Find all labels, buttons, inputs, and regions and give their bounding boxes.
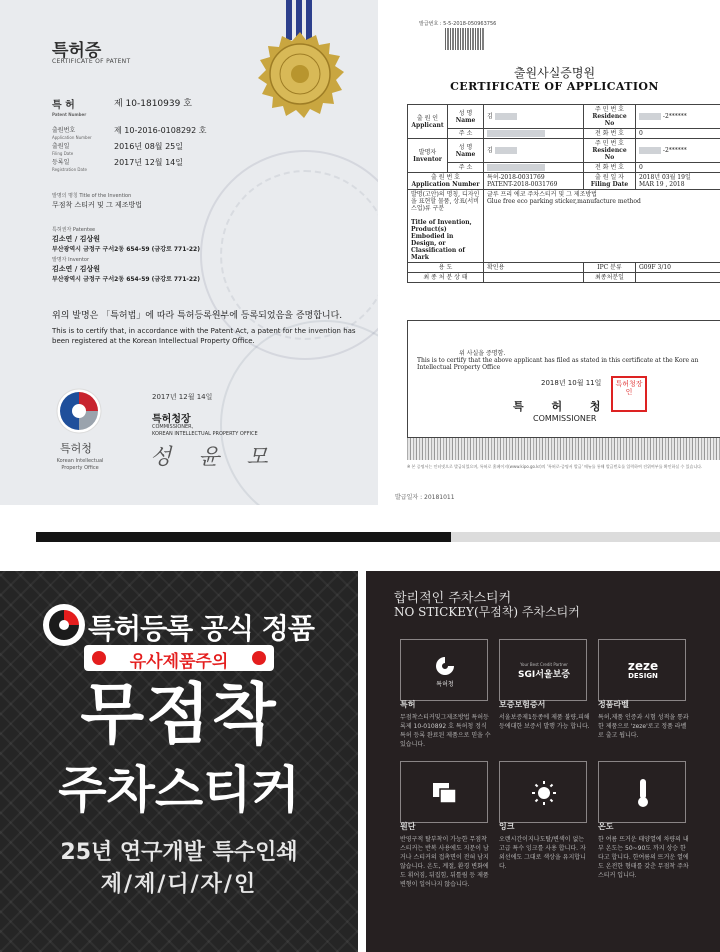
- statement-en: This is to certify that, in accordance with the Patent Act, a patent for the invention has been registered at the Korean Intellectual Property Office.: [52, 327, 356, 345]
- card-tagline: Your Best Credit Partner: [520, 662, 568, 667]
- feature-desc: 반영구적 탈부착이 가능한 무점착 스티커는 반복 사용에도 지문이 남거나 스티커의 접촉면이 전혀 남지 않습니다. 온도, 계절, 환경 변화에도 휘어짐, 뒤집힘, 뒤틀림 등 제품 변형이 일어나지 않습니다.: [400, 836, 489, 888]
- use-label: 용 도: [408, 263, 484, 273]
- feature-name: 보증보험증서: [499, 700, 546, 709]
- red-dot-icon: [252, 651, 266, 665]
- issue-date: 2017년 12월 14일: [152, 393, 213, 401]
- statement-ko: 위의 발명은 「특허법」에 따라 특허등록원부에 등록되었음을 증명합니다.: [52, 311, 343, 321]
- feature-desc: 특허,제품 인증과 시험 성적을 통과한 제품으로 'zeze'로고 정품 라벨로 출고 됩니다.: [598, 714, 689, 739]
- certificate-subtitle: CERTIFICATE OF PATENT: [52, 58, 131, 65]
- feature-desc: 한 여름 뜨거운 태양열에 차량의 내부 온도는 50~90도 까지 상승 한다고 합니다. 한여름의 뜨거운 열에도 온전한 형태를 갖춘 무점착 주차스티커 입니다.: [598, 836, 689, 879]
- patent-certificate: [0, 0, 378, 505]
- application-certificate: [389, 0, 720, 510]
- feature-name: 원단: [400, 822, 416, 831]
- residence-label: 주 민 번 호 Residence No: [584, 105, 636, 129]
- filing-label: 출원일 Filing Date: [52, 143, 74, 156]
- patent-number: 제 10-1810939 호: [114, 99, 192, 109]
- feature-card-fabric: [400, 761, 488, 823]
- feature-desc: 서울보증제1등종에 제품 불량,피해등에대한 보증서 발행 가능 합니다.: [499, 714, 590, 730]
- phone-label: 전 화 번 호: [584, 163, 636, 173]
- product-name-1: 무점착: [80, 676, 278, 753]
- issue-date-footer: 발급일자 : 20181011: [395, 494, 455, 501]
- feature-name: 특허: [400, 700, 416, 709]
- phone-label: 전 화 번 호: [584, 129, 636, 139]
- feature-card-ink: [499, 761, 587, 823]
- owner-label: 특허권자 Patentee: [52, 227, 96, 233]
- owner-name: 김소연 / 김상원: [52, 235, 101, 243]
- feature-name: 온도: [598, 822, 614, 831]
- feature-card-patent: [400, 639, 488, 701]
- patent-logo-icon: [42, 603, 86, 647]
- certificate-date: 2018년 10월 11일: [541, 379, 602, 387]
- zeze-logo-sub: DESIGN: [628, 672, 658, 680]
- inventor-name: 김소연 / 김상원: [52, 265, 101, 273]
- reg-label: 등록일 Registration Date: [52, 159, 87, 172]
- address-label: 주 소: [448, 129, 484, 139]
- zeze-logo-icon: zeze: [627, 659, 659, 673]
- barcode: [445, 28, 485, 50]
- issue-number: 발급번호 : 5-5-2018-050963756: [419, 21, 497, 27]
- inventor-label: 발명자 Inventor: [52, 257, 90, 263]
- feature-desc: 무점착스티커및그제조방법 특허등록제 10-010892 호 특허청 정식 특허 등록 완료된 제품으로 믿을 수 있습니다.: [400, 714, 491, 748]
- gold-seal-icon: [256, 30, 344, 118]
- product-name-2: 주차스티커: [58, 761, 300, 819]
- inventor-phone: 0: [636, 163, 720, 173]
- inventor-residence: -2******: [636, 139, 720, 163]
- inventor-label: 발명자 Inventor: [408, 139, 448, 173]
- globe-watermark: [220, 320, 378, 505]
- final-date-label: 최종처분일: [584, 273, 636, 283]
- application-table: [407, 104, 720, 283]
- inventor-address: [484, 163, 584, 173]
- sgi-logo-icon: SGI서울보증: [518, 670, 570, 680]
- features-panel: [366, 571, 720, 952]
- invention-title: 무점착 스티커 및 그 제조방법: [52, 201, 143, 209]
- applicant-name: 김: [484, 105, 584, 129]
- final-date-value: [636, 273, 720, 283]
- reg-date: 2017년 12월 14일: [114, 158, 183, 167]
- layers-icon: [432, 782, 458, 804]
- security-pattern: [407, 438, 720, 460]
- feature-card-insurance: [499, 639, 587, 701]
- name-label: 성 명 Name: [448, 139, 484, 163]
- app-no: 제 10-2016-0108292 호: [114, 126, 207, 135]
- invention-label: 발명의 명칭 Title of the Invention: [52, 193, 132, 199]
- ipc-label: IPC 분류: [584, 263, 636, 273]
- image-slider-progress[interactable]: [36, 532, 720, 542]
- statement-ko: 위 사실을 증명함.: [459, 350, 506, 357]
- certificate-title-ko: 출원사실증명원: [513, 66, 596, 80]
- kipo-name: 특허청: [60, 442, 92, 455]
- app-number: 특허-2018-0031769 PATENT-2018-0031769: [484, 173, 584, 190]
- applicant-residence: -2******: [636, 105, 720, 129]
- promo-headline: 특허등록 공식 정품: [88, 612, 314, 645]
- commissioner-signature: 성 윤 모: [150, 445, 278, 470]
- feature-name: 잉크: [499, 822, 515, 831]
- owner-address: 부산광역시 금정구 구서2동 654-59 (금강로 771-22): [52, 246, 200, 253]
- design-value: 글루 프리 에코 주차스티커 및 그 제조방법 Glue free eco parking sticker,manufacture method: [484, 190, 720, 263]
- name-label: 성 명 Name: [448, 105, 484, 129]
- applicant-phone: 0: [636, 129, 720, 139]
- address-label: 주 소: [448, 163, 484, 173]
- feature-card-temperature: [598, 761, 686, 823]
- kipo-emblem-icon: [56, 388, 102, 434]
- app-no-label: 출원번호 Application Number: [52, 127, 92, 140]
- promo-banner: [0, 571, 358, 952]
- residence-label: 주 민 번 호 Residence No: [584, 139, 636, 163]
- verification-note: ※ 본 증명서는 인터넷으로 발급되었으며, 특허로 홈페이지(www.kipo.go.kr)의 '특허로-증명서 발급' 메뉴를 통해 발급번호를 입력하여 진위여부를 확인하실 수 있습니다.: [407, 464, 703, 469]
- warning-text: 유사제품주의: [129, 652, 229, 672]
- card-logo-text: 특허청: [436, 680, 454, 688]
- promo-tagline-2: 제/제/디/자/인: [100, 872, 258, 897]
- final-status-label: 최 종 처 분 상 태: [408, 273, 484, 283]
- kipo-name-en: Korean Intellectual Property Office: [56, 458, 104, 471]
- certificate-title: 특허증: [52, 41, 102, 61]
- inventor-address: 부산광역시 금정구 구서2동 654-59 (금강로 771-22): [52, 276, 200, 283]
- patent-office-icon: [434, 655, 456, 677]
- use-value: 확인용: [484, 263, 584, 273]
- app-number-label: 출 원 번 호 Application Number: [408, 173, 484, 190]
- applicant-label: 출 원 인 Applicant: [408, 105, 448, 139]
- ipc-value: G09F 3/10: [636, 263, 720, 273]
- feature-name: 정품라벨: [598, 700, 629, 709]
- commissioner: COMMISSIONER: [533, 414, 597, 423]
- sun-icon: [531, 780, 557, 806]
- commissioner-title: 특허청장: [152, 414, 191, 425]
- certificate-title-en: CERTIFICATE OF APPLICATION: [450, 80, 659, 93]
- filing-date-label: 출 원 일 자 Filing Date: [584, 173, 636, 190]
- commissioner-title-en: COMMISSIONER, KOREAN INTELLECTUAL PROPERTY OFFICE: [152, 424, 258, 437]
- thermometer-icon: [636, 778, 650, 808]
- promo-tagline: 25년 연구개발 특수인쇄: [60, 840, 298, 865]
- filing-date: 2018년 03월 19일 MAR 19 , 2018: [636, 173, 720, 190]
- feature-card-label: [598, 639, 686, 701]
- design-label: 발명(고안)의 명칭, 디자인을 표현할 물품, 상표(서비스업)류 구분 Title of Invention, Product(s) Embodied in Design, or Classification of Mark: [408, 190, 484, 263]
- features-title: 합리적인 주차스티커: [394, 591, 512, 606]
- filing-date: 2016년 08월 25일: [114, 142, 183, 151]
- kipo-name: 특 허 청: [513, 400, 613, 413]
- warning-badge: [84, 645, 274, 671]
- patent-number-label: 특 허 Patent Number: [52, 100, 87, 117]
- feature-desc: 오랜시간이지나도탈/변색이 없는 고급 특수 잉크를 사용 합니다. 자외선에도 그대로 색상을 유지합니다.: [499, 836, 586, 870]
- statement-en: This is to certify that the above applicant has filed as stated in this certificate at the Kore an Intellectual Property Office: [417, 357, 699, 371]
- features-subtitle: NO STICKEY(무점착) 주차스티커: [394, 605, 580, 619]
- progress-fill: [36, 532, 451, 542]
- applicant-address: [484, 129, 584, 139]
- official-stamp: 특허청장인: [611, 376, 647, 412]
- final-status-value: [484, 273, 584, 283]
- inventor-name: 김: [484, 139, 584, 163]
